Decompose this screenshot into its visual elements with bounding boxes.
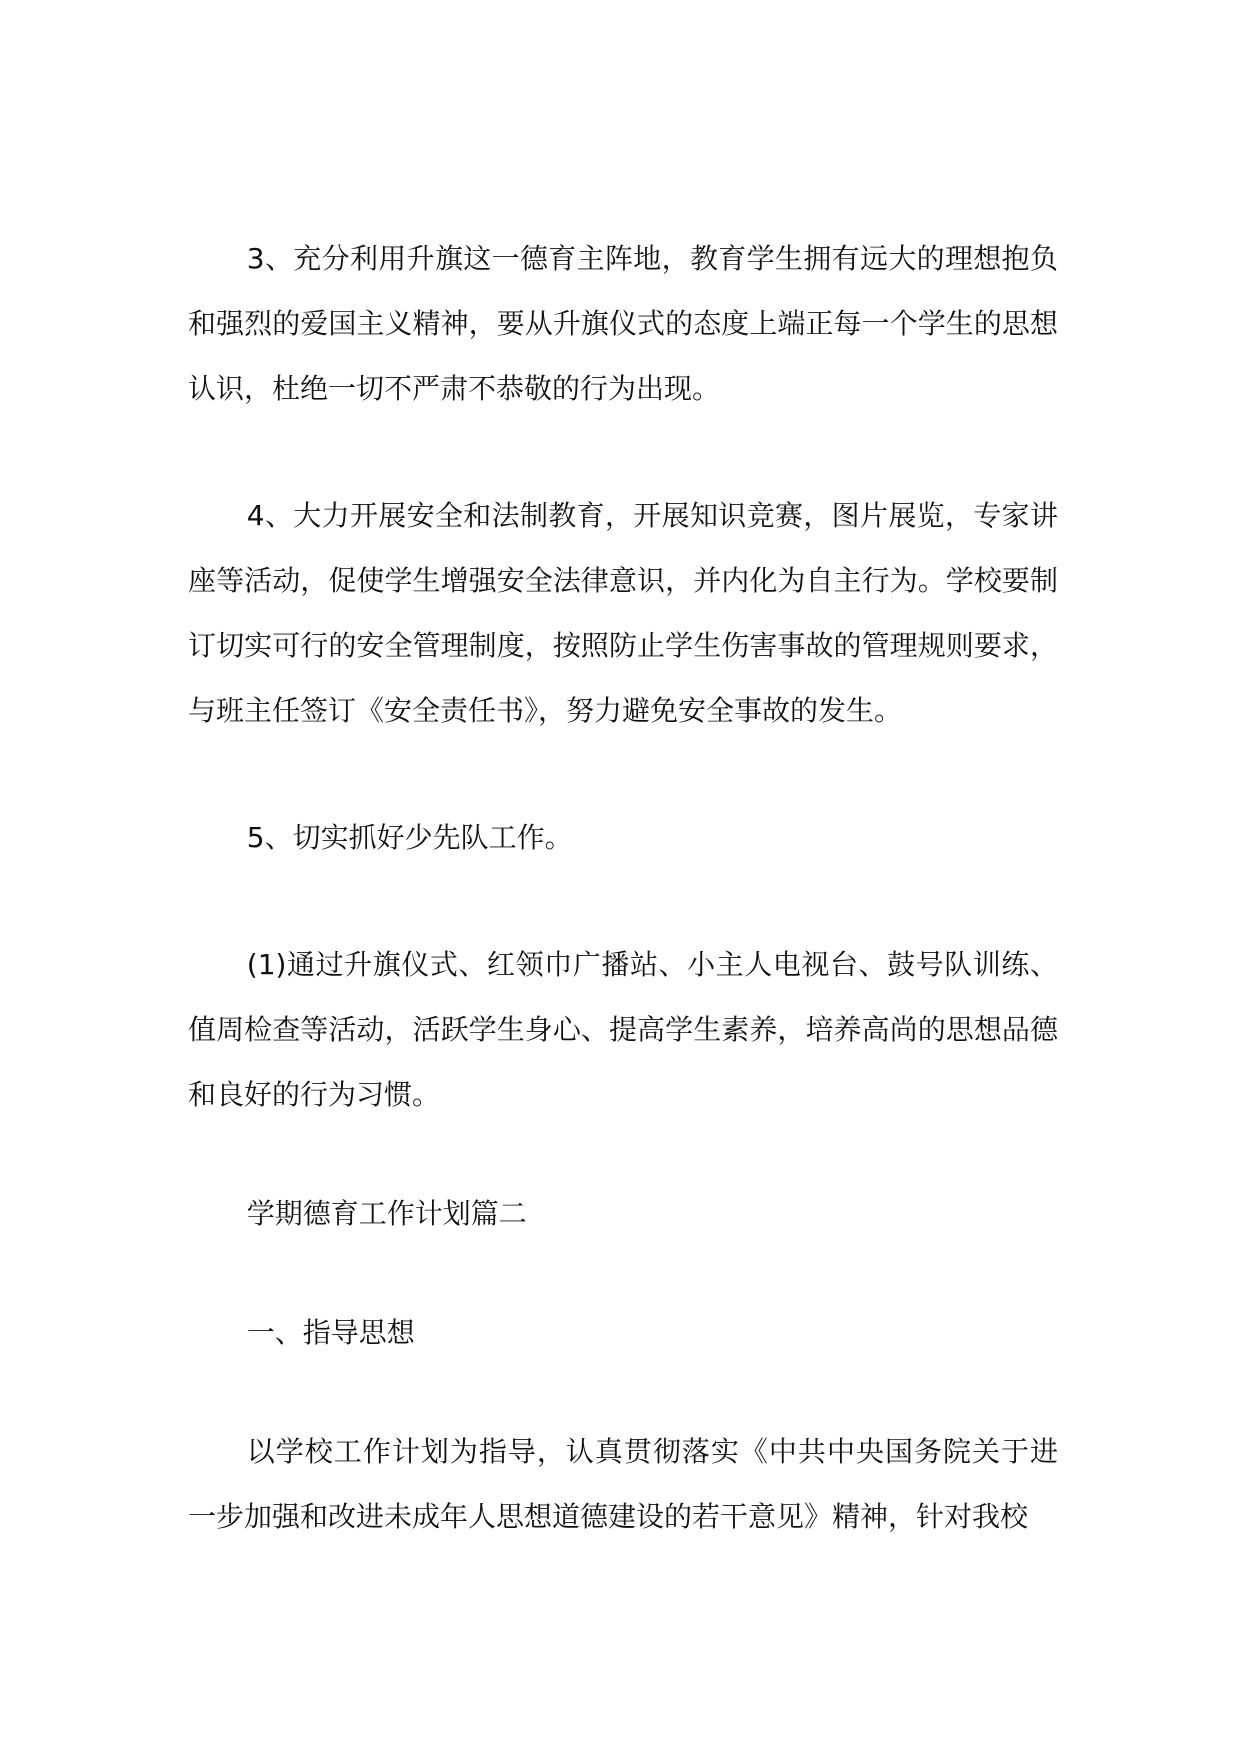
paragraph-item-4: 4、大力开展安全和法制教育，开展知识竞赛，图片展览，专家讲座等活动，促使学生增强安全法律意识，并内化为自主行为。学校要制订切实可行的安全管理制度，按照防止学生伤害事故的管理规则要求，与班主任签订《安全责任书》，努力避免安全事故的发生。 <box>188 499 1058 727</box>
section-title: 学期德育工作计划篇二 <box>246 1197 527 1230</box>
paragraph-item-5: 5、切实抓好少先队工作。 <box>246 821 573 854</box>
document-body <box>188 226 1058 1549</box>
paragraph-item-5-1: (1)通过升旗仪式、红领巾广播站、小主人电视台、鼓号队训练、值周检查等活动，活跃学生身心、提高学生素养，培养高尚的思想品德和良好的行为习惯。 <box>188 948 1058 1111</box>
paragraph-item-3: 3、充分利用升旗这一德育主阵地，教育学生拥有远大的理想抱负和强烈的爱国主义精神，要从升旗仪式的态度上端正每一个学生的思想认识，杜绝一切不严肃不恭敬的行为出现。 <box>188 242 1058 405</box>
paragraph-guiding-ideology: 以学校工作计划为指导，认真贯彻落实《中共中央国务院关于进一步加强和改进未成年人思想道德建设的若干意见》精神，针对我校 <box>188 1435 1058 1533</box>
section-heading-guiding-ideology: 一、指导思想 <box>246 1316 415 1349</box>
